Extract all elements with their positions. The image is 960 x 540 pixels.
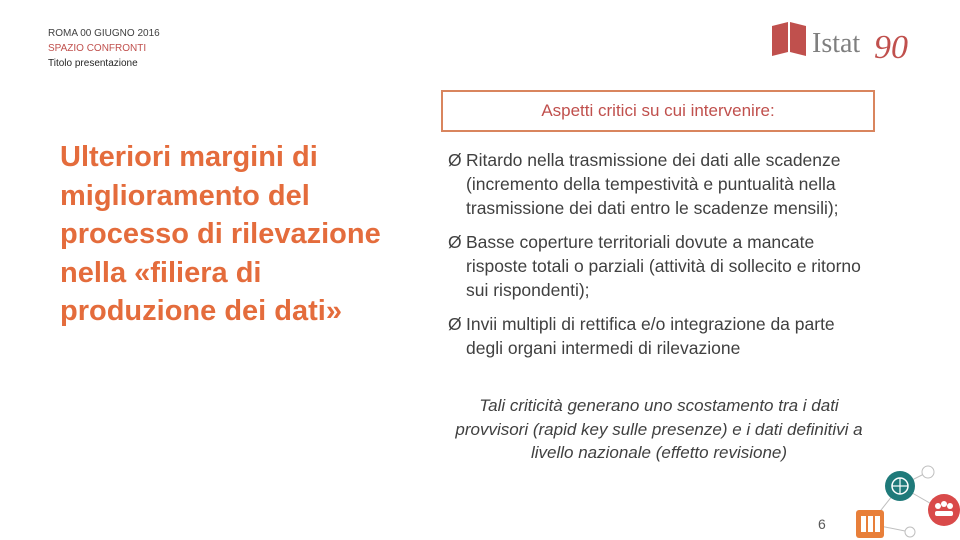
slide-header — [48, 26, 160, 71]
decorative-network — [840, 460, 960, 540]
conclusion-note: Tali criticità generano uno scostamento tra i dati provvisori (rapid key sulle presenze) e i dati definitivi a livello nazionale (effetto revisione) — [455, 396, 863, 462]
svg-text:90: 90 — [874, 29, 908, 66]
arrow-bullet-icon: Ø — [448, 150, 462, 170]
bullet-list — [448, 148, 868, 370]
critical-aspects-title: Aspetti critici su cui intervenire: — [541, 101, 775, 120]
page-number: 6 — [818, 516, 826, 532]
bullet-item — [448, 312, 868, 360]
bullet-text: Invii multipli di rettifica e/o integrazione da parte degli organi intermedi di rilevazione — [466, 314, 835, 358]
books-icon — [856, 510, 884, 538]
bullet-item — [448, 148, 868, 220]
critical-aspects-box — [441, 90, 875, 132]
arrow-bullet-icon: Ø — [448, 314, 462, 334]
left-heading: Ulteriori margini di miglioramento del processo di rilevazione nella «filiera di produzione dei dati» — [60, 141, 381, 327]
bullet-item — [448, 230, 868, 302]
svg-text:Istat: Istat — [812, 28, 861, 59]
header-date: ROMA 00 GIUGNO 2016 — [48, 28, 160, 39]
people-icon — [928, 494, 960, 526]
globe-icon — [885, 471, 915, 501]
bullet-text: Basse coperture territoriali dovute a mancate risposte totali o parziali (attività di sollecito e ritorno sui rispondenti); — [466, 232, 861, 300]
header-section: SPAZIO CONFRONTI — [48, 43, 147, 54]
header-title: Titolo presentazione — [48, 58, 138, 69]
bullet-text: Ritardo nella trasmissione dei dati alle scadenze (incremento della tempestività e puntualità nella trasmissione dei dati entro le scadenze mensili); — [466, 150, 841, 218]
arrow-bullet-icon: Ø — [448, 232, 462, 252]
istat-logo — [770, 18, 930, 68]
